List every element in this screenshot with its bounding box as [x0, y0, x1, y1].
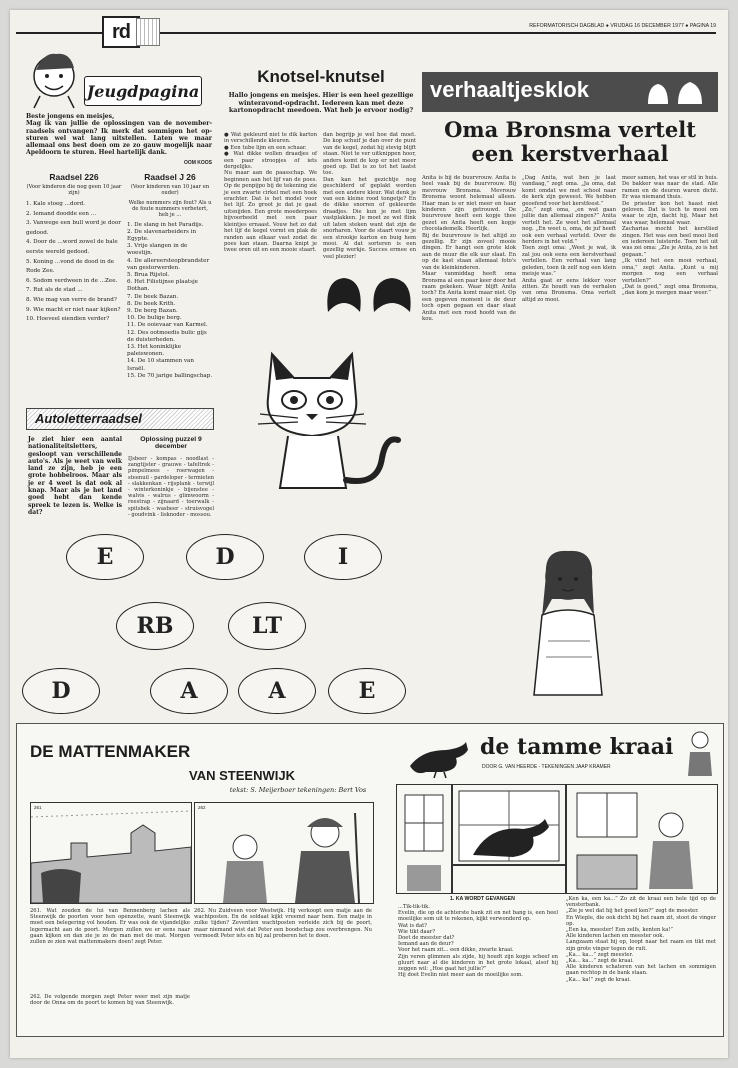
country-oval: E: [328, 668, 406, 714]
autoletter-header: [26, 408, 214, 430]
mattenmaker-caption-a: 261. Wat zouden de lui van Bennenberg lachen als Steenwijk de poorten voor hen openzette, want Steenwijk moet een belegering vol houden. Er was ook de vijandelijke legermacht aan de poort. Morgen zullen we er eens naar gaan kijken en dan zie je zo de man met de mat. Morgen zullen ze zien wat mattenmakers doen! zegt Peter.: [30, 908, 190, 946]
raadsel-j26-item: 5. Brua Rijstol.: [127, 272, 170, 279]
country-oval: A: [238, 668, 316, 714]
crow-in-window-drawing-icon: [453, 785, 565, 893]
raadsel-226-item: 4. Door de ...word zowel de bale eerste wereld gedood.: [26, 239, 118, 255]
soldiers-drawing-icon: [195, 803, 373, 903]
window-drawing-icon: [397, 785, 451, 893]
country-oval: D: [186, 534, 264, 580]
country-oval: E: [66, 534, 144, 580]
mattenmaker-caption-c: 262. De volgende morgen zegt Peter weer met zijn matje door de Onna om de poort te komen bij van Steenwijk.: [30, 994, 190, 1007]
raadsel-j26-item: 11. De ooievaar van Karmel.: [127, 322, 208, 329]
raadsel-226-item: 8. Wie mag van verre de brand?: [26, 296, 117, 303]
story-title-line2: een kerstverhaal: [471, 141, 669, 166]
raadsel-226-item: 2. Iemand doodde een ...: [26, 210, 97, 217]
autoletter-intro: Je ziet hier een aantal nationaliteitsletters, gesloopt van verschillende auto's. Als je weet van welk land ze zijn, heb je een grote hobbelroos. Maar als je er 4 weet is dat ook al knap. Maar als je het land goed hebt dan kende spreek te lezen is. Welke is dat?: [28, 436, 122, 516]
rd-logo: [102, 16, 140, 48]
mattenmaker-credits: tekst: S. Meijerboer tekeningen: Bert Vos: [229, 786, 367, 794]
raadsel-j26-item: 15. De 70 jarige ballingschap.: [127, 372, 213, 379]
knotsel-col2: dan begrijp je wel hoe dat moet. De kop schuif je dan over de punt van de kegel, zodat hij stevig blijft staan. Niet te ver uitknippen hoor, anders komt de kop er niet meer goed op. Dat is zo tot het laatst toe. Dan kan het gezichtje nog geschilderd of geplakt worden met een andere kleur. Wat denk je van een kleine rood tongetje? En de dikke snorren of gekleurde draadjes. Die kun je met lijm vastplakken. Je moet ze wel flink uit laten steken want dat zijn de snorharen. Voor de staart vouw je een strookje karton en buig hem mooi. Al dat sorteren is een gezellig werkje. Succes ermee en veel plezier!: [323, 132, 416, 260]
mattenmaker-title-l1: DE MATTENMAKER: [30, 742, 191, 761]
jeugdpagina-label: Jeugdpagina: [86, 81, 200, 101]
country-oval: I: [304, 534, 382, 580]
country-oval: D: [22, 668, 100, 714]
paper-line: REFORMATORISCH DAGBLAD ● VRIJDAG 16 DECEMBER 1977 ● PAGINA 19: [529, 23, 716, 29]
comic-panel-classroom: [566, 784, 718, 894]
story-title-line1: Oma Bronsma vertelt: [444, 117, 696, 142]
story-title: [422, 118, 718, 166]
rd-logo-text: rd: [112, 20, 130, 43]
boy-icon: [686, 730, 714, 776]
knotsel-title: Knotsel-knutsel: [257, 67, 385, 86]
raadsel-j26-item: 4. De allereersteopbrandster van gestorwerden.: [127, 257, 210, 271]
comic-panel-crow: [452, 784, 566, 894]
city-wall-drawing-icon: [31, 803, 191, 903]
raadsel-j26-item: 9. De berg Bazan.: [127, 308, 178, 315]
raadsel-j26-item: 3. Vrije slangen in de woestijn.: [127, 243, 188, 257]
knotsel-lead: Hallo jongens en meisjes. Hier is een heel gezellige winteravond-opdracht. Iedereen kan met deze kartonopdracht meedoen. Wat heb je ervoor nodig?: [228, 91, 414, 115]
story-col3: meer samen, het was er stil in huis. De bakker was naar de stad. Alle ramen en de deuren waren dicht. Er was niemand thuis. De priester kon het haast niet geloven. Dat is toch te mooi om waar te zijn, dacht hij. Maar het was waar, helemaal waar. Zacharias mocht het kerstlied zingen. Het was een heel mooi lied en iedereen luisterde. Toen het uit was zei oma: „Zie je Anita, zo is het gegaan.” „Ik vind het een mooi verhaal, oma,” zegt Anita. „Kunt u mij morgen nog een verhaal vertellen?” „Dat is goed,” zegt oma Bronsma, „dan kom je morgen maar weer.”: [622, 175, 718, 297]
country-oval: A: [150, 668, 228, 714]
girl-drawing-icon: [524, 545, 616, 697]
bell-icon: [638, 76, 708, 108]
kraai-caption-2: „Ken ka, een ka...” Zo zit de kraai een hele tijd op de vensterbank. „Zie je wel dat hij het goed ken?” zegt de meester. En Wieple, die ook dicht bij het raam zit, stoot de vinger op. „Een ka, meester! Een zelfs, kenten ka!” Alle kinderen lachen en meester ook. Langzaam staat hij op, loopt naar het raam en tikt met zijn grote vinger tegen de ruit. „Ka... ka...” zegt meester. „Ka... ka...” zegt de kraai. Alle kinderen schateren van het lachen en sommigen gaan rechtop in de bank staan. „Ka... ka!” zegt de kraai.: [566, 896, 716, 983]
raadsel-j26-item: 1. De slang in het Paradijs.: [127, 221, 204, 228]
story-col2: „Dag Anita, wat ben je laat vandaag,” zegt oma. „Ja oma, dat komt omdat we met school naar de kerk zijn geweest. We hebben geoefend voor het kerstfeest.” „Zo,” zegt oma, „en wat gaan jullie dan allemaal zingen?” Anita vertelt het. Ze weet het allemaal nog. „En weet u, oma, de juf heeft ook een verhaal verteld. Over de herders in het veld.” Toen zegt oma: „Weet je wat, ik zal jou ook eens een kerstverhaal vertellen. Een verhaal van lang geleden, toen ik zelf nog een klein meisje was.” Anita gaat er eens lekker voor zitten. Ze houdt van de verhalen van oma Bronsma. Oma vertelt altijd zo mooi.: [522, 175, 616, 303]
panel-number: 262: [198, 805, 206, 810]
boy-drawing-icon: [26, 46, 86, 108]
raadsel-226: [26, 172, 122, 325]
verhaaltjesklok-label: verhaaltjesklok: [430, 77, 589, 102]
logo-hatch: [136, 18, 160, 46]
knotsel-col1: ● Wat gekleurd niet te dik karton in verschillende kleuren. ● Een tube lijm en een schaar. ● Wat dikke wollen draadjes of een paar stroopjes of iets dergelijks. Nu maar aan de paasschap. We beginnen aan het lijf van de poes. Op de penpijpo bij de tekening zie je een zwarte cirkel met een hoek erachter. Dat is het model voor het lijf. Zo groot je dat je gaat uitsnijden. Een grote moederpoes bijvoorbeeld met een paar kleintjes ernaast. Vouw het zo dat het lijf de kegel vormt en plak de randen aan elkaar vast zodat de poes kan staan. Daarna knipt je twee oren uit en een mooie staart.: [224, 132, 317, 254]
jeugdpagina-intro: Beste jongens en meisjes, Mag ik van jullie de oplossingen van de november-raadsels ontvangen? Ik merk dat sommigen het op-sturen wel wat lang uitstellen. Laten we maar allemaal ons best doen om ze zo gauw mogelijk naar Apeldoorn te sturen. Heel hartelijk dank.: [26, 113, 212, 157]
raadsel-226-item: 3. Vanwege een bull word je door gedood.: [26, 220, 121, 236]
kraai-chapter: 1. KA WORDT GEVANGEN: [450, 896, 515, 902]
mattenmaker-title-l2: VAN STEENWIJK: [189, 768, 295, 783]
cat-figure-icon: [250, 340, 400, 490]
kraai-credits: DOOR G. VAN HEERDE - TEKENINGEN JAAP KRAMER: [482, 764, 611, 770]
mattenmaker-caption-b: 262. Nu Zuidveen voor Westwijk. Hij verkoopt een matje aan de wachtposten. En de soldaat kijkt vreemd naar hem. Een matje in zulke tijden? Zeventien wachtposten verleide zich bij de poort, maar niemand wist dat Peter een boodschap zou overbrengen. Nu vermoedt Peter iets en hij zal proberen het te doen.: [194, 908, 372, 939]
raadsel-j26-intro: Welke nummers zijn fout? Als u de foute nummers verbetert, heb je ...: [128, 200, 212, 219]
raadsel-j26-subtitle: (Voor kinderen van 10 jaar en ouder): [130, 184, 210, 196]
raadsel-226-item: 6. Sodom verdween in de ...Zee.: [26, 277, 118, 284]
raadsel-j26-title: Raadsel J 26: [144, 172, 196, 182]
raadsel-j26-item: 2. De slavenarbeiders in Egypte.: [127, 228, 197, 243]
jeugdpagina-label-box: [84, 76, 202, 106]
raadsel-j26-item: 13. Het koninklijke paleiswonen.: [127, 344, 182, 358]
raadsel-j26-item: 14. De 10 stammen van Israël.: [127, 358, 194, 372]
solution-text: IJsbeer - kompas - noodlast - zangtijster - grauwe - tafeltrek - pimpelmees - roerwagen - steenuil - pardeloper - termieten - slakkenkan - rijsplank - terwijl - winterkoninkje - bijenstee - walvis - walrus - glimwoorm - reestrap - zijnaard - toerwalk - spitsbek - wasbeer - struisvogel - goudvink - lisknoder - mossou.: [128, 456, 214, 518]
newspaper-page: [10, 10, 728, 1058]
comic-panel-window: [396, 784, 452, 894]
solution-title: Oplossing puzzel 9 december: [140, 436, 202, 450]
verhaaltjesklok-banner: [422, 72, 718, 112]
raadsel-j26-item: 7. De beek Bazan.: [127, 293, 179, 300]
raadsel-j26-item: 10. De bulige berg.: [127, 315, 182, 322]
raadsel-226-list: [26, 200, 122, 325]
raadsel-226-item: 1. Kale stoeg ...dord.: [26, 201, 85, 207]
kraai-caption-1: ...Tik-tik-tik. Evelin, die op de achterste bank zit en net bang is, een heel moeilijke som uit te rekenen, kijkt verwonderd op. Wat is dat? Wie tikt daar? Doet de meester dat? Iemand aan de deur? Voor het raam zit... een dikke, zwarte kraai. Zijn veren glimmen als zijde, hij houdt zijn kopje scheef en gluurt naar al die kinderen in het grote lokaal, alsof hij zeggen wil: „Hoe gaat het jullie?” Hij doet Evelin niet meer aan de moeilijke som.: [398, 904, 558, 979]
country-oval: LT: [228, 602, 306, 650]
raadsel-j26-item: 8. De beek Krith.: [127, 300, 176, 307]
raadsel-226-item: 10. Hoeveel eiendien verder?: [26, 316, 110, 323]
raadsel-j26-item: 12. Des ootmoedis bulic gijs de duisterheden.: [127, 329, 207, 343]
autoletter-title: Autoletterraadsel: [35, 411, 142, 426]
raadsel-226-item: 5. Koning ...vond de dood in de Rode Zee.: [26, 258, 115, 275]
panel-number: 261: [34, 805, 42, 810]
crow-icon: [406, 736, 470, 778]
signature: OOM KOOS: [183, 160, 212, 166]
raadsel-226-item: 9. Wie macht er niet naar kijken?: [26, 306, 121, 313]
raadsel-226-subtitle: (Voor kinderen die nog geen 10 jaar zijn): [26, 184, 122, 196]
raadsel-j26-list: [127, 222, 213, 380]
raadsel-j26: [127, 172, 213, 380]
country-oval: RB: [116, 602, 194, 650]
story-col1: Anita is bij de buurvrouw. Anita is heel vaak bij de buurvrouw. Bij mevrouw Bronsma. Mevrouw Bronsma woont helemaal alleen. Haar man is er niet meer en haar kinderen zijn getrouwd. De buurvrouw heeft een kopje thee gezet en Anita heeft een kopje chocolademelk. Heerlijk. Bij de buurvrouw is het altijd zo gezellig. Er zijn zoveel mooie dingen. Er hangt een grote klok aan de muur die elk uur slaat. En op de kast staan allemaal foto's van de kleinkinderen. Maar vanmiddag heeft oma Bronsma al een paar keer door het raam gekeken. Waar blijft Anita toch? En Anita komt maar niet. Op een gegeven moment is de deur toch open gegaan en daar staat Anita met een rood hoofd van de kou.: [422, 175, 516, 322]
kraai-title: de tamme kraai: [480, 734, 674, 760]
raadsel-226-title: Raadsel 226: [49, 172, 99, 182]
classroom-drawing-icon: [567, 785, 717, 893]
comic-panel-262: [194, 802, 374, 904]
comic-panel-261: [30, 802, 192, 904]
cat-ears-template-icon: [322, 272, 418, 318]
raadsel-j26-item: 6. Het Filistijnse plaatsje Dothan.: [127, 279, 198, 293]
raadsel-226-item: 7. Rut als de stad ...: [26, 287, 83, 294]
